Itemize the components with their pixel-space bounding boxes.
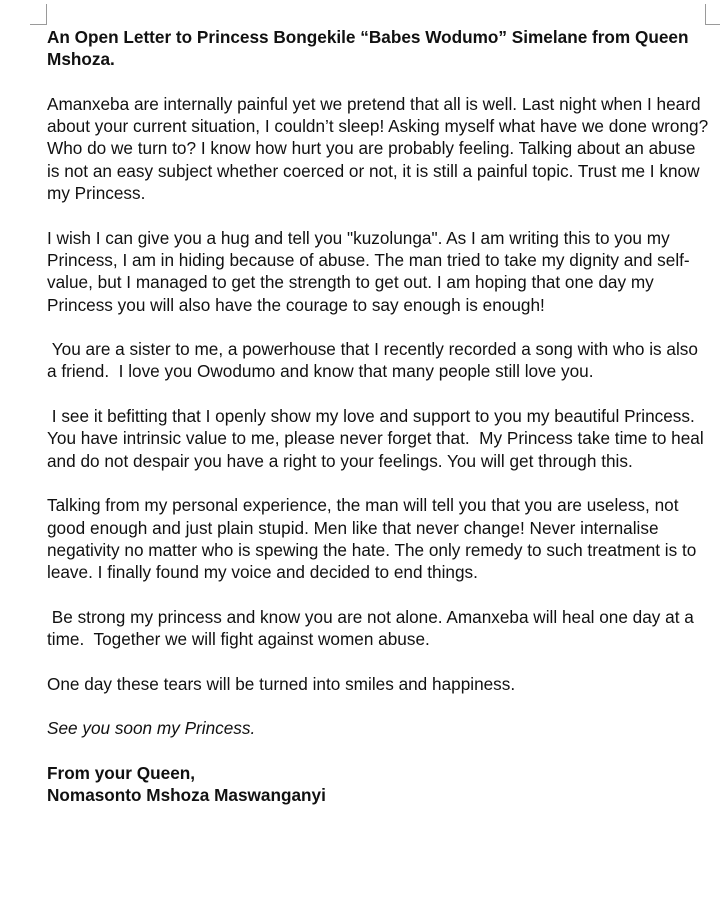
paragraph-2: I wish I can give you a hug and tell you "kuzolunga". As I am writing this to you my Princess, I am in hiding because of abuse. The man tried to take my dignity and self-value, but I managed to get the strength to get out. I am hoping that one day my Princess you will also have the courage to say enough is enough! — [47, 227, 690, 315]
signoff-name: Nomasonto Mshoza Maswanganyi — [47, 785, 326, 806]
closing-line: See you soon my Princess. — [47, 718, 256, 739]
paragraph-1: Amanxeba are internally painful yet we pretend that all is well. Last night when I heard about your current situation, I couldn’t sleep! Asking myself what have we done wrong? Who do we turn to? I know how hurt you are probably feeling. Talking about an abuse is not an easy subject whether coerced or not, it is still a painful topic. Trust me I know my Princess. — [47, 93, 713, 204]
signoff-greeting: From your Queen, — [47, 762, 196, 783]
margin-corner-mark-right — [705, 4, 720, 25]
paragraph-3: You are a sister to me, a powerhouse that I recently recorded a song with who is also a friend. I love you Owodumo and know that many people still love you. — [47, 339, 703, 382]
signoff — [47, 762, 712, 807]
document-body[interactable] — [47, 26, 712, 806]
margin-corner-mark-left — [30, 4, 47, 25]
paragraph-6: Be strong my princess and know you are not alone. Amanxeba will heal one day at a time. Together we will fight against women abuse. — [47, 606, 699, 650]
letter-title: An Open Letter to Princess Bongekile “Babes Wodumo” Simelane from Queen Mshoza. — [47, 27, 689, 70]
paragraph-7: One day these tears will be turned into smiles and happiness. — [47, 673, 516, 694]
paragraph-4: I see it befitting that I openly show my love and support to you my beautiful Princess. You have intrinsic value to me, please never forget that. My Princess take time to heal and do not despair you have a right to your feelings. You will get through this. — [47, 406, 709, 471]
paragraph-5: Talking from my personal experience, the man will tell you that you are useless, not good enough and just plain stupid. Men like that never change! Never internalise negativity no matter who is spewing the hate. The only remedy to such treatment is to leave. I finally found my voice and decided to end things. — [47, 495, 702, 583]
